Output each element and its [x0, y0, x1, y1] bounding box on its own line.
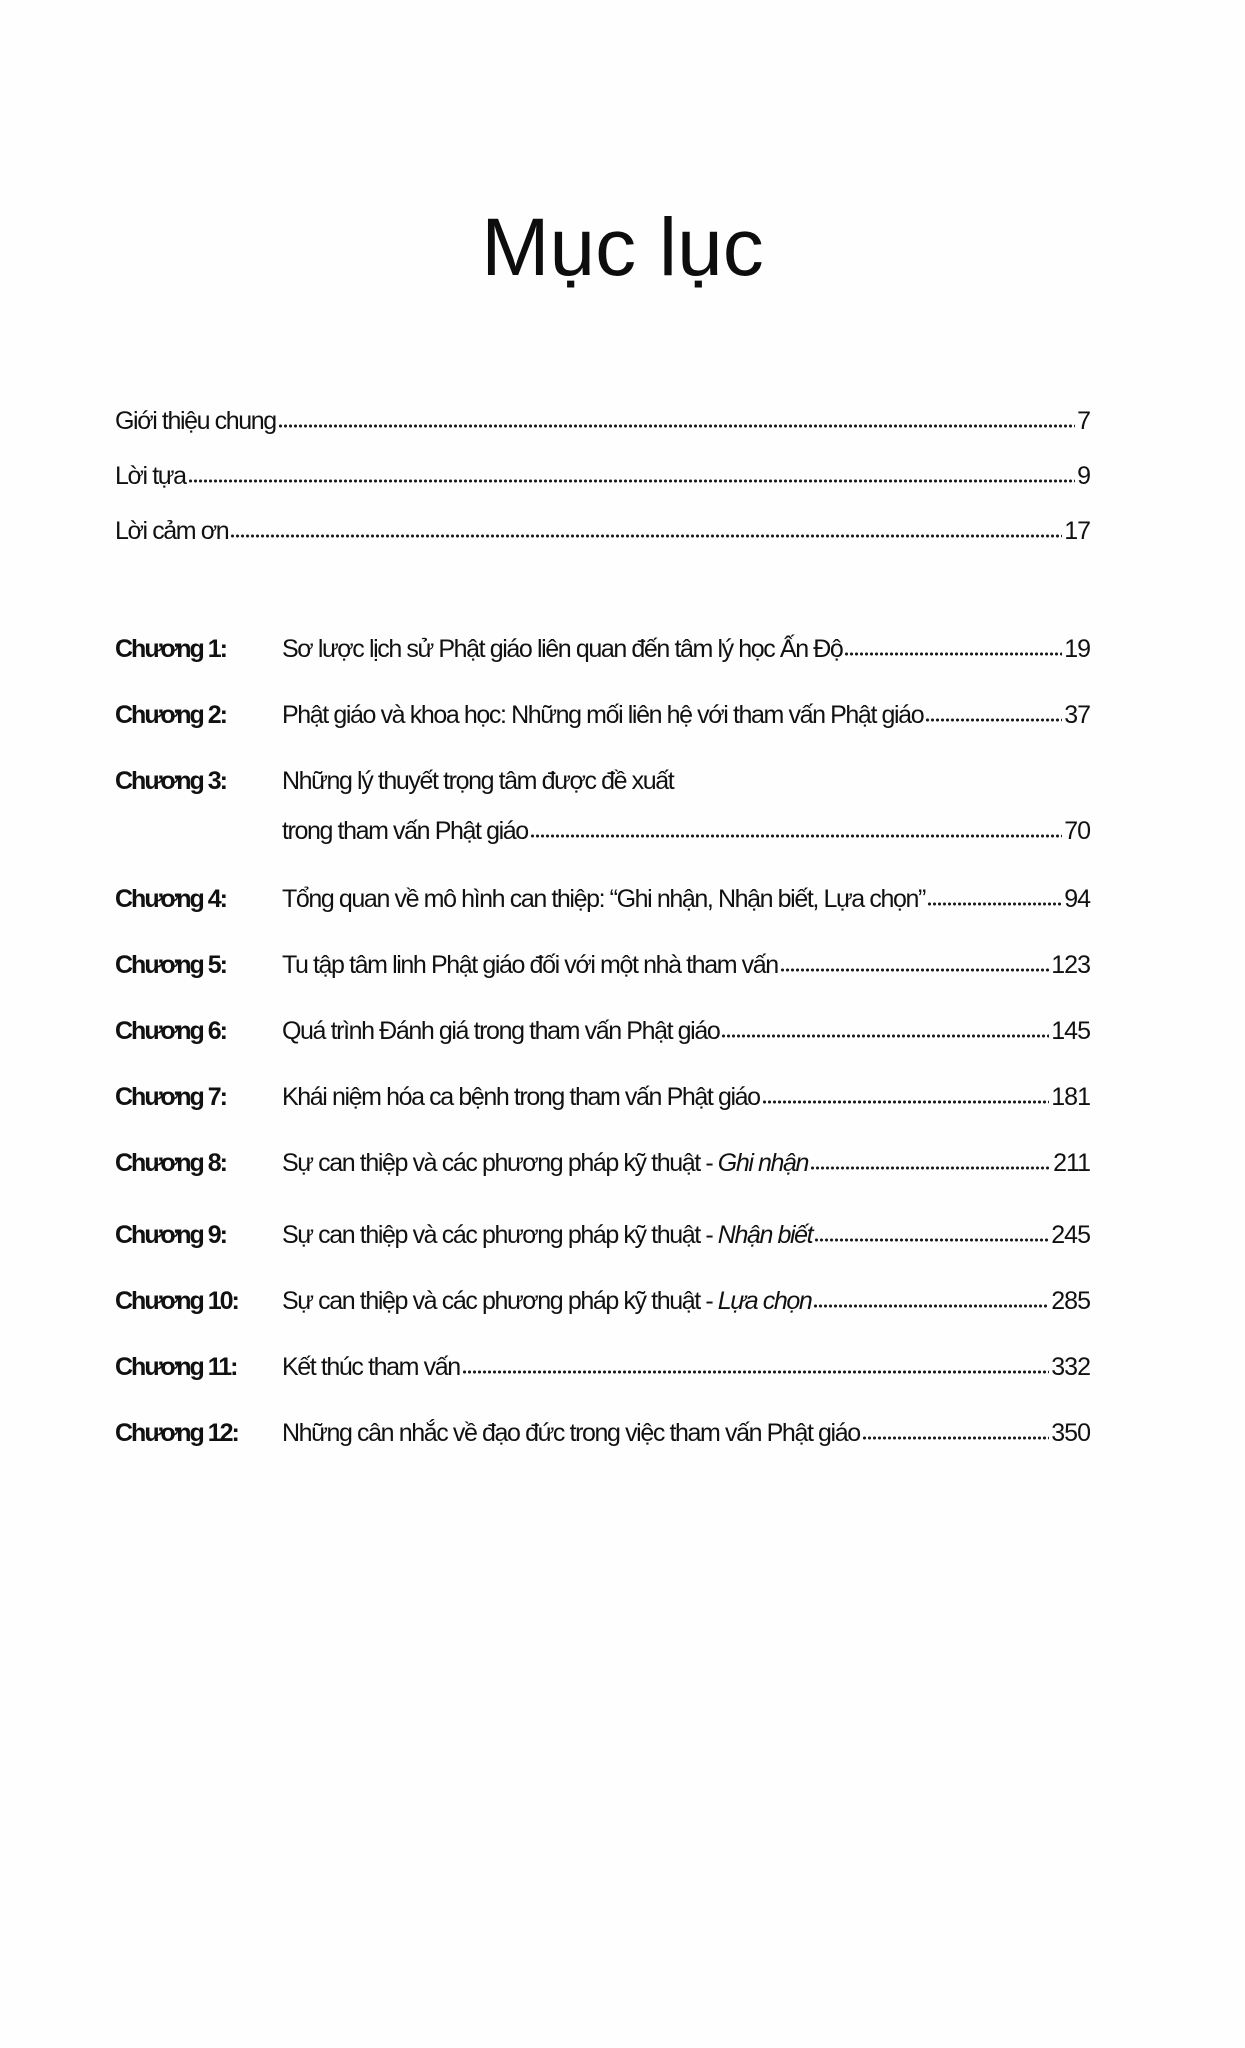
dot-leader	[844, 651, 1062, 657]
chapter-title-main: Sự can thiệp và các phương pháp kỹ thuật -	[282, 1149, 718, 1177]
toc-entry-page: 7	[1077, 407, 1090, 435]
chapter-page: 145	[1051, 1017, 1090, 1045]
chapter-title: Kết thúc tham vấn	[282, 1353, 460, 1381]
toc-entry-body	[282, 764, 1090, 848]
toc-chapter-3[interactable]	[115, 764, 1090, 882]
chapter-label: Chương 1:	[115, 635, 226, 663]
chapter-title: Quá trình Đánh giá trong tham vấn Phật giáo	[282, 1017, 720, 1045]
chapter-label: Chương 9:	[115, 1221, 226, 1249]
chapter-title-italic: Ghi nhận	[717, 1149, 809, 1177]
dot-leader	[230, 533, 1062, 539]
chapter-page: 37	[1064, 701, 1090, 729]
chapter-title	[282, 1146, 808, 1180]
dot-leader	[925, 717, 1062, 723]
chapter-title-line-1: Những lý thuyết trọng tâm được đề xuất	[282, 767, 674, 795]
toc-chapter-1[interactable]	[115, 632, 1090, 698]
toc-entry-introduction[interactable]	[115, 404, 1090, 459]
toc-entry-body	[282, 698, 1090, 732]
chapter-page: 19	[1064, 635, 1090, 663]
chapter-title: Phật giáo và khoa học: Những mối liên hệ với tham vấn Phật giáo	[282, 701, 924, 729]
toc-entry-body	[282, 948, 1090, 982]
chapter-title	[282, 1284, 811, 1318]
dot-leader	[814, 1237, 1049, 1243]
chapter-label: Chương 3:	[115, 767, 226, 795]
chapter-label: Chương 10:	[115, 1287, 238, 1315]
chapter-label: Chương 4:	[115, 885, 226, 913]
chapter-title: Những cân nhắc về đạo đức trong việc tham vấn Phật giáo	[282, 1419, 860, 1447]
chapter-label: Chương 7:	[115, 1083, 226, 1111]
toc-entry-body	[282, 882, 1090, 916]
dot-leader	[721, 1033, 1049, 1039]
toc-entry-body	[282, 1416, 1090, 1450]
chapter-title: Sơ lược lịch sử Phật giáo liên quan đến tâm lý học Ấn Độ	[282, 635, 843, 663]
chapter-page: 211	[1053, 1149, 1090, 1177]
toc-entry-body	[282, 1350, 1090, 1384]
toc-entry-body	[115, 514, 1090, 548]
chapter-title-main: Sự can thiệp và các phương pháp kỹ thuật -	[282, 1221, 718, 1249]
toc-chapter-10[interactable]	[115, 1284, 1090, 1350]
toc-chapter-9[interactable]	[115, 1218, 1090, 1284]
dot-leader	[780, 967, 1050, 973]
chapter-title: Tu tập tâm linh Phật giáo đối với một nhà tham vấn	[282, 951, 778, 979]
chapter-title-line-2: trong tham vấn Phật giáo	[282, 817, 528, 845]
toc-entry-body	[115, 459, 1090, 493]
toc-entry-body	[282, 632, 1090, 666]
toc-entry-page: 9	[1077, 462, 1090, 490]
chapter-page: 350	[1051, 1419, 1090, 1447]
dot-leader	[813, 1303, 1049, 1309]
toc-entry-body	[282, 1014, 1090, 1048]
chapter-title-italic: Lựa chọn	[717, 1287, 812, 1315]
toc-entry-title: Lời cảm ơn	[115, 517, 229, 545]
chapter-title: Khái niệm hóa ca bệnh trong tham vấn Phật giáo	[282, 1083, 760, 1111]
toc-entry-page: 17	[1064, 517, 1090, 545]
toc-entry-acknowledgements[interactable]	[115, 514, 1090, 569]
chapter-page: 245	[1051, 1221, 1090, 1249]
chapter-list	[115, 632, 1090, 1482]
chapter-label: Chương 5:	[115, 951, 226, 979]
toc-entry-body	[115, 404, 1090, 438]
chapter-title: Tổng quan về mô hình can thiệp: “Ghi nhận, Nhận biết, Lựa chọn”	[282, 885, 925, 913]
toc-chapter-2[interactable]	[115, 698, 1090, 764]
toc-chapter-11[interactable]	[115, 1350, 1090, 1416]
chapter-page: 123	[1051, 951, 1090, 979]
chapter-page: 181	[1051, 1083, 1090, 1111]
dot-leader	[927, 901, 1062, 907]
dot-leader	[862, 1435, 1050, 1441]
dot-leader	[462, 1369, 1050, 1375]
chapter-label: Chương 6:	[115, 1017, 226, 1045]
toc-chapter-6[interactable]	[115, 1014, 1090, 1080]
toc-entry-body	[282, 1218, 1090, 1252]
toc-chapter-5[interactable]	[115, 948, 1090, 1014]
chapter-page: 70	[1064, 817, 1090, 845]
front-matter-list	[115, 404, 1090, 569]
chapter-label: Chương 8:	[115, 1149, 226, 1177]
chapter-title-italic: Nhận biết	[717, 1221, 813, 1249]
toc-entry-title: Lời tựa	[115, 462, 186, 490]
dot-leader	[810, 1165, 1051, 1171]
chapter-page: 332	[1051, 1353, 1090, 1381]
toc-chapter-4[interactable]	[115, 882, 1090, 948]
chapter-title	[282, 1218, 812, 1252]
dot-leader	[530, 833, 1062, 839]
chapter-title-main: Sự can thiệp và các phương pháp kỹ thuật -	[282, 1287, 718, 1315]
chapter-label: Chương 11:	[115, 1353, 237, 1381]
chapter-label: Chương 2:	[115, 701, 226, 729]
toc-chapter-12[interactable]	[115, 1416, 1090, 1482]
dot-leader	[278, 423, 1075, 429]
chapter-title-line-2-row	[282, 814, 1090, 848]
toc-entry-title: Giới thiệu chung	[115, 407, 276, 435]
chapter-page: 285	[1051, 1287, 1090, 1315]
chapter-label: Chương 12:	[115, 1419, 238, 1447]
toc-chapter-7[interactable]	[115, 1080, 1090, 1146]
toc-entry-body	[282, 1284, 1090, 1318]
page-title: Mục lục	[481, 202, 764, 293]
dot-leader	[188, 478, 1076, 484]
toc-entry-body	[282, 1080, 1090, 1114]
toc-chapter-8[interactable]	[115, 1146, 1090, 1218]
toc-entry-body	[282, 1146, 1090, 1180]
dot-leader	[762, 1099, 1050, 1105]
toc-entry-preface[interactable]	[115, 459, 1090, 514]
chapter-page: 94	[1064, 885, 1090, 913]
